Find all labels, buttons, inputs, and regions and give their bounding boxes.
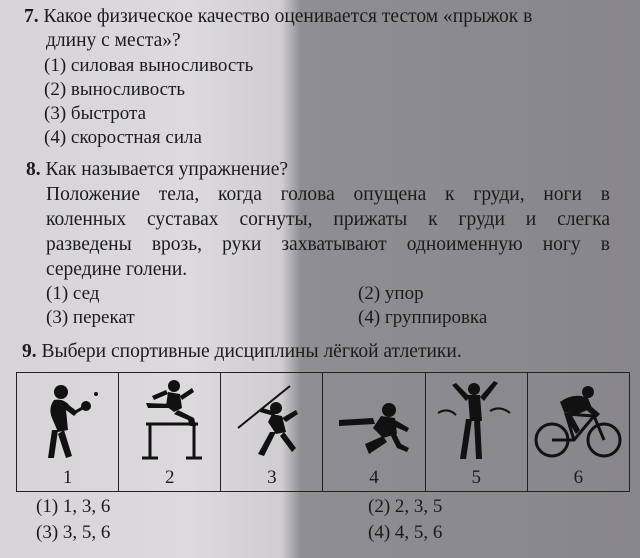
q8-body-line-2: коленных суставах согнуты, прижаты к груди и слегка <box>46 209 610 230</box>
q9-option-4: (4) 4, 5, 6 <box>368 522 443 543</box>
picture-label-1: 1 <box>62 467 73 488</box>
picture-cell-2 <box>119 373 221 492</box>
question-8-title: Как называется упражнение? <box>45 159 289 180</box>
javelin-throw-icon <box>230 378 314 462</box>
question-9-title-line <box>22 341 462 363</box>
q8-body-line-3: разведены врозь, руки захватывают одноименную ногу в <box>46 234 610 255</box>
question-7-line2: длину с места»? <box>46 30 181 51</box>
q9-option-3: (3) 3, 5, 6 <box>36 522 111 543</box>
table-tennis-icon <box>28 378 108 462</box>
q8-option-3: (3) перекат <box>46 307 135 328</box>
picture-label-5: 5 <box>471 467 481 488</box>
q9-option-2: (2) 2, 3, 5 <box>368 496 443 517</box>
question-8-number: 8. <box>26 159 41 180</box>
q8-body-line-1: Положение тела, когда голова опущена к груди, ноги в <box>46 184 610 205</box>
question-7-text: Какое физическое качество оценивается тестом «прыжок в <box>43 6 533 27</box>
picture-cell-4 <box>323 373 425 492</box>
picture-label-3: 3 <box>267 467 277 488</box>
q8-option-1: (1) сед <box>46 283 100 304</box>
flying-kick-icon <box>329 378 419 462</box>
q9-option-1: (1) 1, 3, 6 <box>36 496 111 517</box>
q7-option-3: (3) быстрота <box>44 103 147 124</box>
hurdles-icon <box>128 378 212 462</box>
q8-option-4: (4) группировка <box>358 307 488 328</box>
q7-option-1: (1) силовая выносливость <box>44 55 254 76</box>
picture-cell-6 <box>527 373 629 492</box>
cyclist-icon <box>530 378 626 462</box>
question-9-title: Выбери спортивные дисциплины лёгкой атлетики. <box>41 341 462 362</box>
picture-cell-1 <box>17 373 119 492</box>
sports-pictures-table <box>16 372 630 492</box>
question-7-line1 <box>24 6 532 28</box>
runner-finish-icon <box>434 377 518 463</box>
picture-label-6: 6 <box>573 467 584 488</box>
q8-body-line-4: середине голени. <box>46 259 188 280</box>
picture-cell-5 <box>425 373 527 492</box>
picture-label-4: 4 <box>369 467 379 488</box>
q8-option-2: (2) упор <box>358 283 424 304</box>
q7-option-4: (4) скоростная сила <box>44 127 202 148</box>
q7-option-2: (2) выносливость <box>44 79 186 100</box>
question-8-title-line <box>26 159 288 181</box>
question-7-number: 7. <box>24 6 39 27</box>
question-9-number: 9. <box>22 341 37 362</box>
picture-cell-3 <box>221 373 323 492</box>
picture-label-2: 2 <box>164 467 175 488</box>
